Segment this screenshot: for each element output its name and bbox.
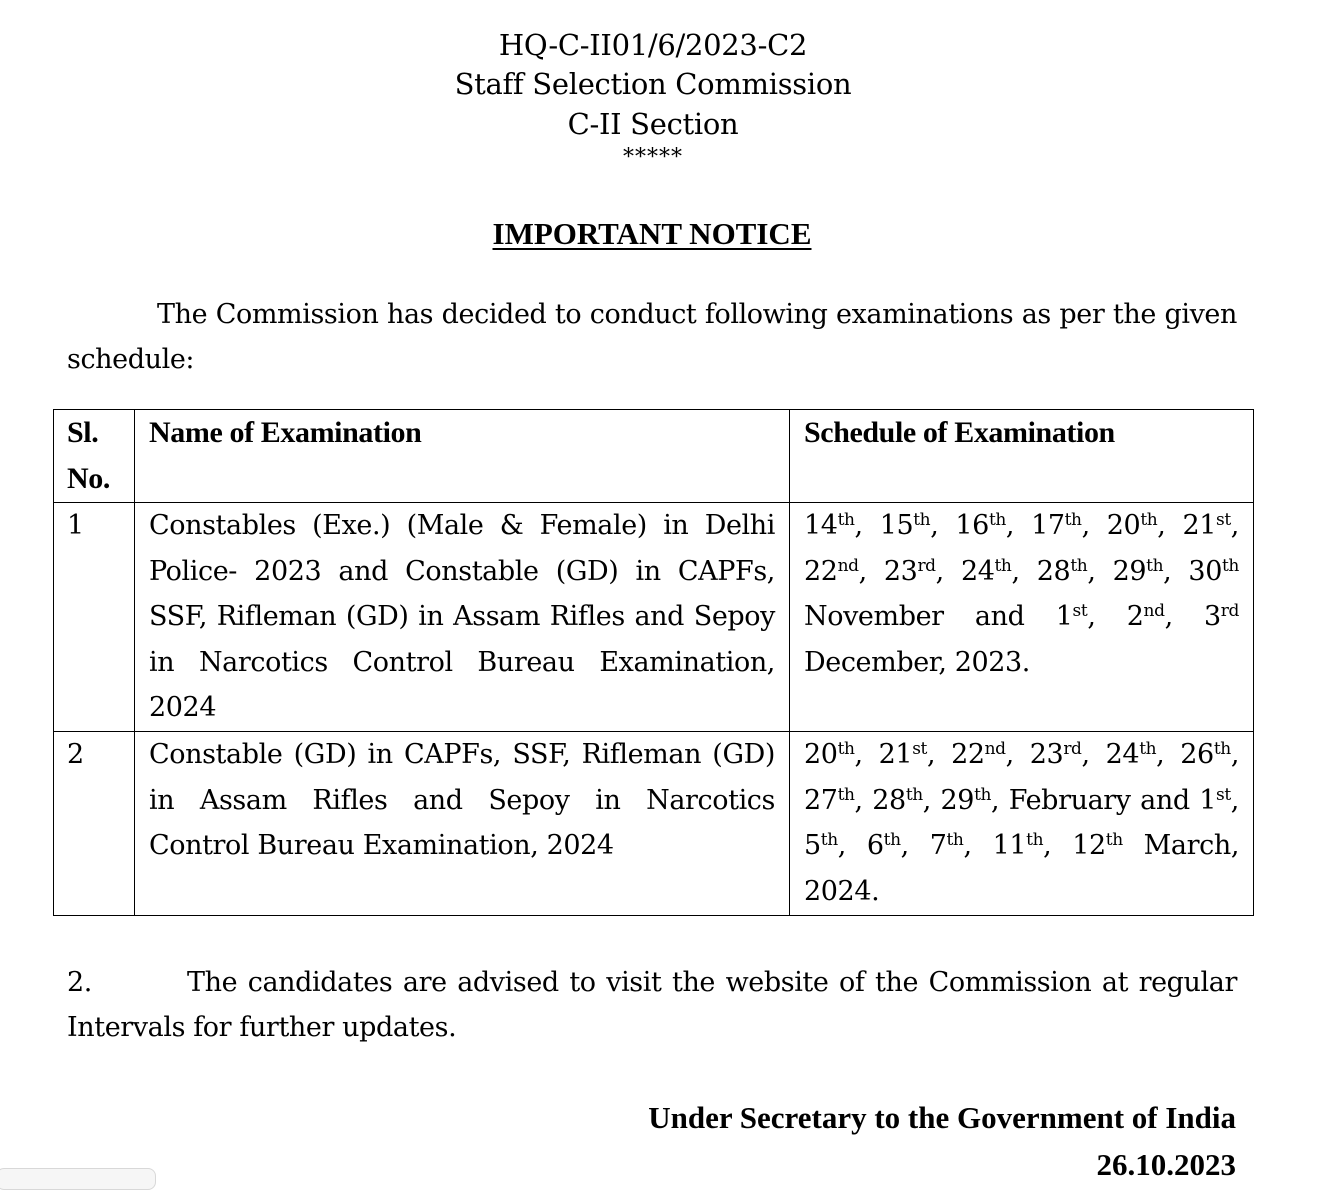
schedule-date: 22nd xyxy=(804,555,859,587)
schedule-date: 1st xyxy=(1055,601,1088,632)
section-name: C-II Section xyxy=(567,107,739,141)
row-schedule: 14th, 15th, 16th, 17th, 20th, 21st, 22nd, 23rd, 24th, 28th, 29th, 30th November and 1st, 2nd, 3rd December, 2023. xyxy=(790,503,1254,732)
schedule-date: 24th xyxy=(1105,739,1157,770)
viewer-panel-edge xyxy=(0,1168,156,1190)
table-header-row xyxy=(54,410,1254,503)
row-exam-name: Constable (GD) in CAPFs, SSF, Rifleman (GD) in Assam Rifles and Sepoy in Narcotics Control Bureau Examination, 2024 xyxy=(135,732,790,916)
schedule-date: 12th xyxy=(1072,830,1123,861)
schedule-date: 20th xyxy=(1106,510,1158,541)
schedule-date: 28th xyxy=(1036,555,1088,587)
table-row xyxy=(54,732,1254,916)
row-schedule: 20th, 21st, 22nd, 23rd, 24th, 26th, 27th, 28th, 29th, February and 1st, 5th, 6th, 7th, 11th, 12th March, 2024. xyxy=(790,732,1254,916)
notice-date: 26.10.2023 xyxy=(1096,1147,1236,1182)
row-exam-name: Constables (Exe.) (Male & Female) in Delhi Police- 2023 and Constable (GD) in CAPFs, SSF, Rifleman (GD) in Assam Rifles and Sepoy in Narcotics Control Bureau Examination, 2024 xyxy=(135,503,790,732)
exam-schedule-table xyxy=(53,409,1254,916)
schedule-date: 11th xyxy=(992,830,1044,861)
schedule-date: 23rd xyxy=(883,555,936,587)
schedule-date: 23rd xyxy=(1029,739,1082,770)
schedule-date: 22nd xyxy=(951,739,1006,770)
reference-number: HQ-C-II01/6/2023-C2 xyxy=(498,28,808,62)
advisory-text: The candidates are advised to visit the website of the Commission at regular Intervals for further updates. xyxy=(67,967,1237,1043)
intro-paragraph: The Commission has decided to conduct following examinations as per the given schedule: xyxy=(67,299,1237,375)
schedule-date: 27th xyxy=(804,784,855,816)
table-row xyxy=(54,503,1254,732)
schedule-date: 29th xyxy=(940,784,992,816)
column-header-exam-name: Name of Examination xyxy=(135,410,790,503)
advisory-paragraph xyxy=(67,960,1237,1050)
row-sl-no: 1 xyxy=(54,503,135,732)
schedule-date: 1st xyxy=(1199,784,1231,816)
schedule-date: 20th xyxy=(804,739,855,770)
schedule-date: 7th xyxy=(929,830,964,861)
schedule-date: 24th xyxy=(960,555,1012,587)
row-sl-no: 2 xyxy=(54,732,135,916)
page-title xyxy=(0,214,1304,254)
schedule-date: 15th xyxy=(879,510,931,541)
schedule-date: 6th xyxy=(866,830,901,861)
schedule-date: 28th xyxy=(872,784,923,816)
schedule-date: 16th xyxy=(955,510,1006,541)
separator-stars: ***** xyxy=(623,145,683,170)
schedule-date: 2nd xyxy=(1126,601,1165,632)
schedule-date: 29th xyxy=(1112,555,1164,587)
schedule-date: 17th xyxy=(1031,510,1082,541)
paragraph-number: 2. xyxy=(67,967,92,998)
schedule-date: 30th xyxy=(1188,555,1239,587)
schedule-date: 5th xyxy=(804,830,838,861)
column-header-sl-no: Sl. No. xyxy=(54,410,135,503)
schedule-date: 3rd xyxy=(1204,601,1239,632)
schedule-date: 21st xyxy=(878,739,927,770)
schedule-date: 26th xyxy=(1180,739,1231,770)
column-header-schedule: Schedule of Examination xyxy=(790,410,1254,503)
schedule-date: 21st xyxy=(1182,510,1231,541)
organization-name: Staff Selection Commission xyxy=(454,67,852,101)
signatory-designation: Under Secretary to the Government of India xyxy=(648,1100,1236,1135)
schedule-date: 14th xyxy=(804,510,855,541)
page-title-text: IMPORTANT NOTICE xyxy=(492,216,812,251)
